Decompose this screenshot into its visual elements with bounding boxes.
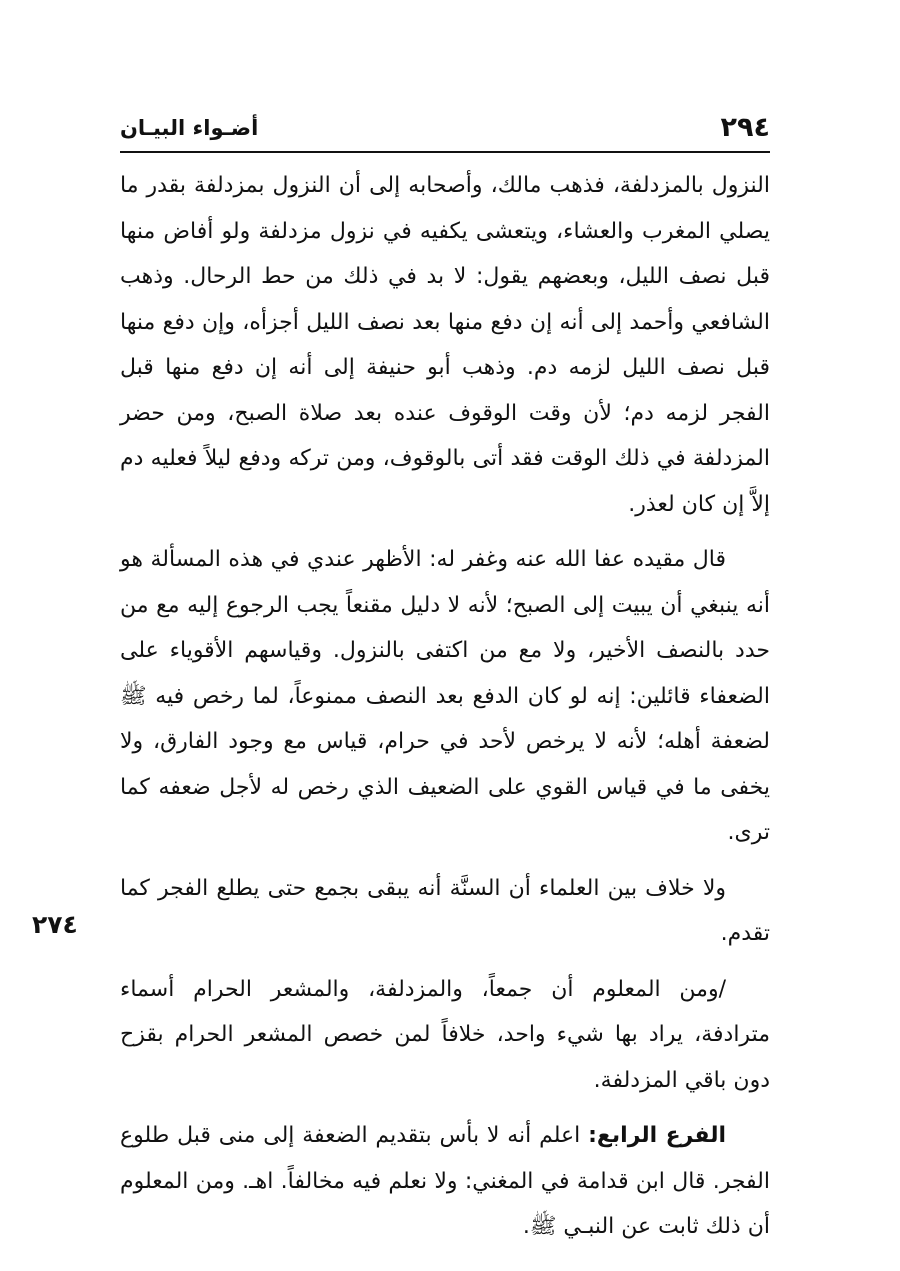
running-title: أضـواء البيـان — [120, 116, 259, 140]
main-text — [120, 163, 770, 1260]
paragraph-5 — [120, 1113, 770, 1250]
margin-page-reference: ٢٧٤ — [32, 910, 78, 939]
section-heading: الفرع الرابع: — [588, 1123, 726, 1148]
page-number: ٢٩٤ — [720, 112, 770, 143]
paragraph-2: قال مقيده عفا الله عنه وغفر له: الأظهر عندي في هذه المسألة هو أنه ينبغي أن يبيت إلى الصبح؛ لأنه لا دليل مقنعاً يجب الرجوع إليه مع من حدد بالنصف الأخير، ولا مع من اكتفى بالنزول. وقياسهم الأقوياء على الضعفاء قائلين: إنه لو كان الدفع بعد النصف ممنوعاً، لما رخص فيه ﷺ لضعفة أهله؛ لأنه لا يرخص لأحد في حرام، قياس مع وجود الفارق، ولا يخفى ما في قياس القوي على الضعيف الذي رخص له لأجل ضعفه كما ترى. — [120, 547, 770, 845]
header-divider — [120, 151, 770, 153]
running-header — [120, 110, 770, 152]
paragraph-4: /ومن المعلوم أن جمعاً، والمزدلفة، والمشعر الحرام أسماء مترادفة، يراد بها شيء واحد، خلافاً لمن خصص المشعر الحرام بقزح دون باقي المزدلفة. — [120, 976, 770, 1093]
paragraph-3: ولا خلاف بين العلماء أن السنَّة أنه يبقى بجمع حتى يطلع الفجر كما تقدم. — [120, 875, 770, 946]
paragraph-1: النزول بالمزدلفة، فذهب مالك، وأصحابه إلى أن النزول بمزدلفة بقدر ما يصلي المغرب والعشاء، ويتعشى يكفيه في نزول مزدلفة ولو أفاض منها قبل نصف الليل، وبعضهم يقول: لا بد في ذلك من حط الرحال. وذهب الشافعي وأحمد إلى أنه إن دفع منها بعد نصف الليل أجزأه، وإن دفع منها قبل نصف الليل لزمه دم. وذهب أبو حنيفة إلى أنه إن دفع منها قبل الفجر لزمه دم؛ لأن وقت الوقوف عنده بعد صلاة الصبح، ومن حضر المزدلفة في ذلك الوقت فقد أتى بالوقوف، ومن تركه ودفع ليلاً فعليه دم إلاَّ إن كان لعذر. — [120, 173, 770, 517]
paragraph-5-text: اعلم أنه لا بأس بتقديم الضعفة إلى منى قبل طلوع الفجر. قال ابن قدامة في المغني: ولا نعلم فيه مخالفاً. اهـ. ومن المعلوم أن ذلك ثابت عن النبـي ﷺ. — [120, 1123, 770, 1239]
